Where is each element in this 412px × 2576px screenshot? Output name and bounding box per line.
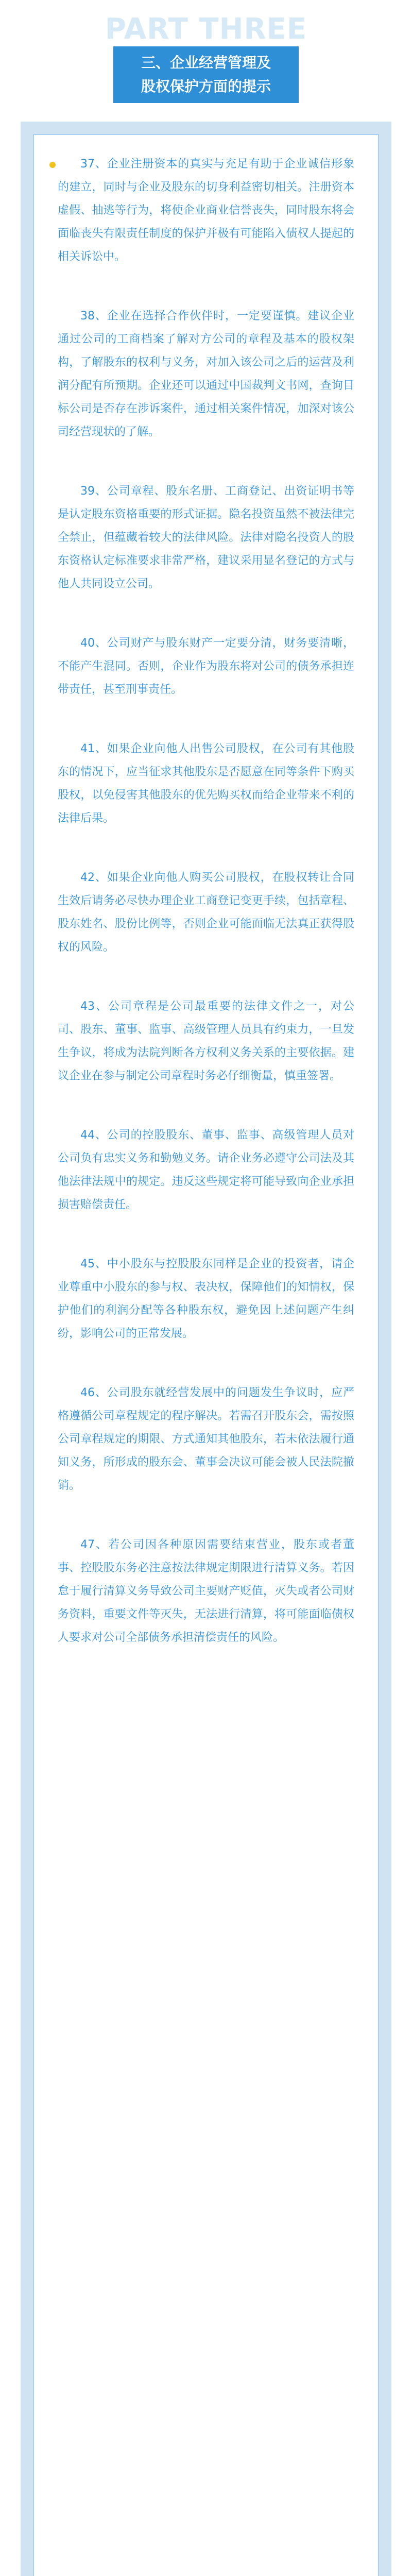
tips-list [58, 152, 354, 1685]
tip-item: 41、如果企业向他人出售公司股权，在公司有其他股东的情况下，应当征求其他股东是否愿意在同等条件下购买股权，以免侵害其他股东的优先购买权而给企业带来不利的法律后果。 [58, 742, 354, 825]
content-card [33, 134, 379, 2576]
part-title: PART THREE [105, 12, 307, 46]
tip-item: 42、如果企业向他人购买公司股权，在股权转让合同生效后请务必尽快办理企业工商登记变更手续，包括章程、股东姓名、股份比例等，否则企业可能面临无法真正获得股权的风险。 [58, 871, 354, 954]
tip-item: 37、企业注册资本的真实与充足有助于企业诚信形象的建立，同时与企业及股东的切身利益密切相关。注册资本虚假、抽逃等行为，将使企业商业信誉丧失，同时股东将会面临丧失有限责任制度的保护并极有可能陷入债权人提起的相关诉讼中。 [58, 158, 354, 263]
tip-item: 44、公司的控股股东、董事、监事、高级管理人员对公司负有忠实义务和勤勉义务。请企业务必遵守公司法及其他法律法规中的规定。违反这些规定将可能导致向企业承担损害赔偿责任。 [58, 1129, 354, 1211]
bullet-dot-icon [49, 162, 56, 168]
content-panel [21, 122, 391, 2576]
page-header [0, 0, 412, 113]
tip-item: 47、若公司因各种原因需要结束营业，股东或者董事、控股股东务必注意按法律规定期限进行清算义务。若因怠于履行清算义务导致公司主要财产贬值，灭失或者公司财务资料，重要文件等灭失，无法进行清算，将可能面临债权人要求对公司全部债务承担清偿责任的风险。 [58, 1538, 354, 1644]
section-title-line-1: 三、企业经营管理及 [141, 54, 271, 71]
tip-item: 46、公司股东就经营发展中的问题发生争议时，应严格遵循公司章程规定的程序解决。若需召开股东会，需按照公司章程规定的期限、方式通知其他股东，若未依法履行通知义务，所形成的股东会、董事会决议可能会被人民法院撤销。 [58, 1386, 354, 1492]
section-title-line-2: 股权保护方面的提示 [141, 78, 271, 95]
tip-item: 45、中小股东与控股股东同样是企业的投资者，请企业尊重中小股东的参与权、表决权，保障他们的知情权，保护他们的利润分配等各种股东权，避免因上述问题产生纠纷，影响公司的正常发展。 [58, 1258, 354, 1340]
tip-item: 40、公司财产与股东财产一定要分清，财务要清晰，不能产生混同。否则，企业作为股东将对公司的债务承担连带责任，甚至刑事责任。 [58, 637, 354, 696]
tip-item: 43、公司章程是公司最重要的法律文件之一，对公司、股东、董事、监事、高级管理人员具有约束力，一旦发生争议，将成为法院判断各方权利义务关系的主要依据。建议企业在参与制定公司章程时务必仔细衡量，慎重签署。 [58, 1000, 354, 1082]
section-title-box [113, 46, 299, 103]
tip-item: 39、公司章程、股东名册、工商登记、出资证明书等是认定股东资格重要的形式证据。隐名投资虽然不被法律完全禁止，但蕴藏着较大的法律风险。法律对隐名投资人的股东资格认定标准要求非常严格，建议采用显名登记的方式与他人共同设立公司。 [58, 485, 354, 590]
tip-item: 38、企业在选择合作伙伴时，一定要谨慎。建议企业通过公司的工商档案了解对方公司的章程及基本的股权架构，了解股东的权利与义务，对加入该公司之后的运营及利润分配有所预期。企业还可以通过中国裁判文书网，查询目标公司是否存在涉诉案件，通过相关案件情况，加深对该公司经营现状的了解。 [58, 310, 354, 438]
